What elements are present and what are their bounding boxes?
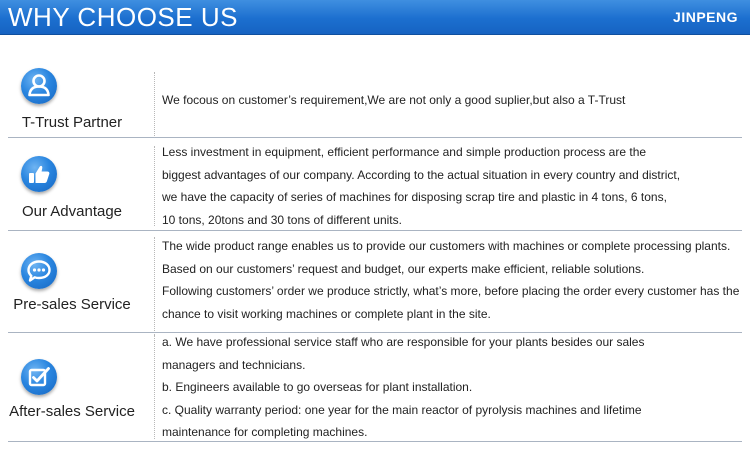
text-line: biggest advantages of our company. According to the actual situation in every country and district,: [162, 167, 681, 182]
section-t-trust-partner: [8, 58, 742, 138]
section-header: [8, 231, 148, 331]
text-line: Based on our customers’ request and budget, our experts make efficient, reliable solutions.: [162, 261, 645, 276]
section-text: [162, 141, 742, 231]
divider: [154, 335, 156, 439]
text-line: Following customers’ order we produce strictly, what’s more, before placing the order every customer has the: [162, 284, 740, 298]
text-line: We focous on customer’s requirement,We are not only a good suplier,but also a T-Trust: [162, 93, 626, 107]
section-header: [8, 58, 148, 138]
thumbs-up-icon: [21, 156, 57, 192]
text-line: Less investment in equipment, efficient performance and simple production process are the: [162, 145, 647, 159]
header-bar: [0, 0, 750, 35]
section-label: Pre-sales Service: [13, 296, 131, 313]
section-pre-sales-service: [8, 231, 742, 331]
chat-bubble-icon: [21, 253, 57, 289]
person-icon: [21, 68, 57, 104]
text-line: 10 tons, 20tons and 30 tons of different units.: [162, 212, 402, 227]
divider: [8, 441, 742, 442]
text-line: we have the capacity of series of machines for disposing scrap tire and plastic in 4 tons, 6 tons,: [162, 190, 667, 204]
checkbox-pen-icon: [21, 359, 57, 395]
divider: [154, 146, 156, 226]
brand-name: JINPENG: [673, 9, 738, 25]
section-label: Our Advantage: [21, 203, 123, 220]
text-line: a. We have professional service staff who are responsible for your plants besides our sales: [162, 335, 645, 349]
divider: [154, 237, 156, 335]
text-line: maintenance for completing machines.: [162, 425, 368, 439]
divider: [154, 72, 156, 136]
text-line: b. Engineers available to go overseas for plant installation.: [162, 380, 473, 394]
section-our-advantage: [8, 138, 742, 228]
text-line: chance to visit working machines or complete plant in the site.: [162, 306, 491, 321]
section-text: [162, 89, 742, 112]
section-header: [8, 138, 148, 228]
section-after-sales-service: [8, 333, 742, 443]
section-text: [162, 331, 742, 444]
text-line: managers and technicians.: [162, 357, 306, 372]
text-line: The wide product range enables us to provide our customers with machines or complete processing plants.: [162, 239, 731, 253]
page-title: WHY CHOOSE US: [8, 2, 238, 32]
section-header: [8, 333, 148, 443]
section-label: After-sales Service: [9, 403, 135, 420]
text-line: c. Quality warranty period: one year for the main reactor of pyrolysis machines and lifetime: [162, 402, 642, 417]
section-label: T-Trust Partner: [21, 114, 123, 131]
section-text: [162, 235, 742, 325]
